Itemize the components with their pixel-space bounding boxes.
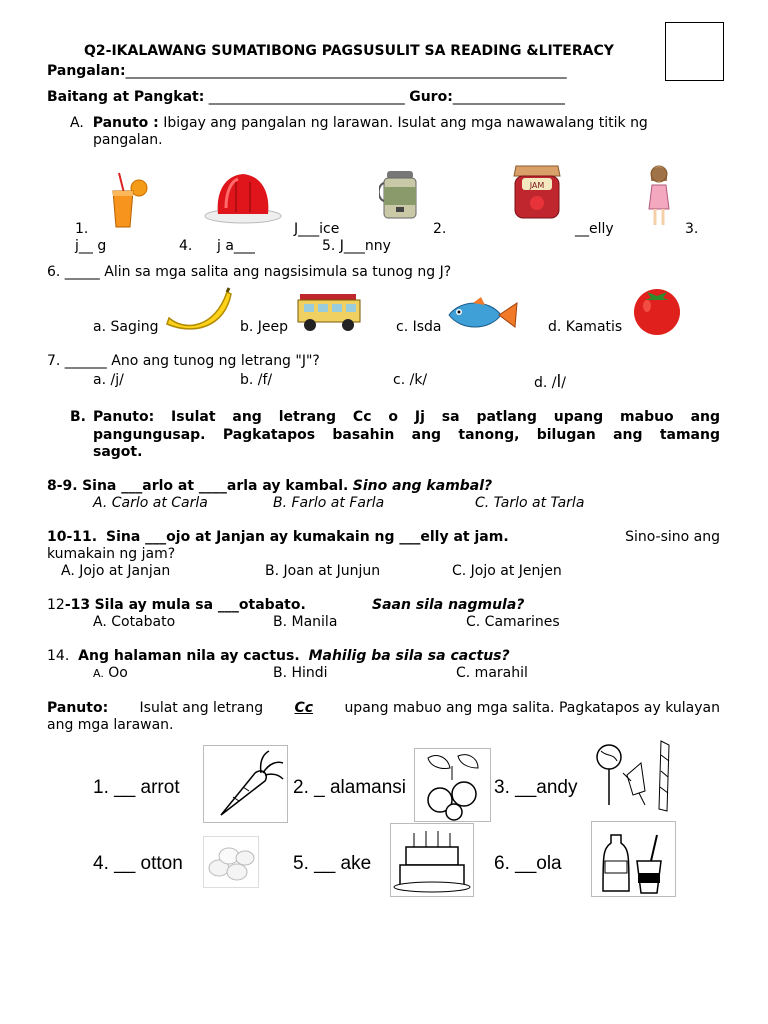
part-c-panuto-label: Panuto:	[47, 700, 109, 716]
part-a-instruction: Ibigay ang pangalan ng larawan. Isulat ang mga nawawalang titik ng	[163, 115, 648, 131]
red-jelly-icon	[202, 168, 284, 225]
name-blank[interactable]: _______________________________________________________________	[125, 63, 567, 79]
banana-icon	[165, 286, 233, 334]
question-10-11-question: Sino-sino ang	[625, 529, 720, 545]
teacher-label: Guro:	[409, 89, 453, 105]
part-a-item-2-word: __elly	[575, 221, 614, 237]
question-12-13	[47, 597, 306, 613]
fish-icon	[445, 295, 519, 335]
question-7-choice-d[interactable]	[534, 372, 566, 392]
question-12-13-sentence: Sila ay mula sa ___otabato.	[94, 597, 306, 613]
part-a-heading	[70, 115, 648, 131]
question-7-choice-b[interactable]: b. /f/	[240, 372, 273, 388]
part-c-instruction-cont: ang mga larawan.	[47, 717, 174, 733]
grade-blank[interactable]: ____________________________	[208, 89, 405, 105]
teacher-blank[interactable]: ________________	[452, 89, 565, 105]
question-8-9-number: 8-9.	[47, 478, 78, 494]
question-7-choice-d-letter: l	[556, 372, 562, 392]
question-10-11-choice-a[interactable]: A. Jojo at Janjan	[61, 563, 171, 579]
question-14	[47, 648, 510, 664]
question-10-11	[47, 529, 720, 545]
jeepney-icon	[294, 290, 366, 334]
part-c-item-6: 6. __ola	[494, 853, 562, 874]
calamansi-icon	[414, 748, 491, 822]
water-jug-icon	[379, 167, 421, 222]
question-14-choice-a-text: Oo	[108, 665, 128, 681]
question-12-13-number-b: -13	[64, 597, 91, 613]
part-c-instruction-pre: Isulat ang letrang	[139, 700, 264, 716]
question-14-choice-b[interactable]: B. Hindi	[273, 665, 328, 681]
part-a-item-4-number: 4.	[179, 238, 193, 254]
part-b-instruction-2: pangungusap. Pagkatapos basahin ang tanong, bilugan ang tamang	[93, 427, 720, 443]
part-a-item-1-word: J___ice	[294, 221, 340, 237]
question-6-choice-c[interactable]: c. Isda	[396, 319, 442, 335]
part-a-item-4-word: j a___	[217, 238, 255, 254]
part-a-item-3-number: 3.	[685, 221, 699, 237]
part-a-instruction-cont: pangalan.	[93, 132, 163, 148]
part-c-item-4: 4. __ otton	[93, 853, 183, 874]
part-c-instruction-post: upang mabuo ang mga salita. Pagkatapos ay kulayan	[344, 700, 720, 716]
question-12-13-number-a: 12	[47, 597, 65, 613]
question-7-choice-c[interactable]: c. /k/	[393, 372, 428, 388]
question-8-9-choice-c[interactable]: C. Tarlo at Tarla	[475, 495, 585, 511]
part-a-letter: A.	[70, 115, 84, 131]
part-c-item-5: 5. __ ake	[293, 853, 372, 874]
part-c-letter-cc: Cc	[294, 700, 314, 716]
girl-icon	[643, 163, 675, 231]
cola-icon	[591, 821, 676, 897]
part-a-item-1-number: 1.	[75, 221, 89, 237]
question-6-choice-a[interactable]: a. Saging	[93, 319, 159, 335]
question-8-9-question: Sino ang kambal?	[352, 478, 493, 494]
worksheet-title: Q2-IKALAWANG SUMATIBONG PAGSUSULIT SA READING &LITERACY	[84, 43, 614, 59]
question-12-13-choice-a[interactable]: A. Cotabato	[93, 614, 176, 630]
part-a-item-2-number: 2.	[433, 221, 447, 237]
part-b-instruction-1: Panuto: Isulat ang letrang Cc o Jj sa patlang upang mabuo ang	[93, 409, 720, 425]
question-12-13-choice-c[interactable]: C. Camarines	[466, 614, 560, 630]
score-box[interactable]	[665, 22, 724, 81]
part-c-instruction	[47, 700, 720, 716]
question-14-choice-a-letter: A.	[93, 667, 104, 680]
question-7-choice-d-start: d. /	[534, 375, 557, 391]
question-12-13-choice-b[interactable]: B. Manila	[273, 614, 338, 630]
part-a-item-3-word: j__ g	[75, 238, 107, 254]
question-6-prompt: 6. _____ Alin sa mga salita ang nagsisimula sa tunog ng J?	[47, 264, 452, 280]
cotton-icon	[203, 836, 259, 888]
question-6-choice-b[interactable]: b. Jeep	[240, 319, 289, 335]
question-7-choice-d-end: /	[561, 375, 566, 391]
cake-icon	[390, 823, 474, 897]
name-line[interactable]	[47, 63, 567, 79]
question-6-choice-d[interactable]: d. Kamatis	[548, 319, 623, 335]
question-7-choice-a[interactable]: a. /j/	[93, 372, 124, 388]
question-10-11-choice-b[interactable]: B. Joan at Junjun	[265, 563, 381, 579]
part-c-item-2: 2. _ alamansi	[293, 777, 407, 798]
part-a-panuto-label: Panuto :	[92, 115, 159, 131]
question-8-9-sentence: Sina ___arlo at ____arla ay kambal.	[82, 478, 349, 494]
grade-label: Baitang at Pangkat:	[47, 89, 205, 105]
part-a-item-5: 5. J___nny	[322, 238, 391, 254]
question-10-11-sentence: Sina ___ojo at Janjan ay kumakain ng ___elly at jam.	[106, 529, 509, 545]
carrot-icon	[203, 745, 288, 823]
grade-line	[47, 89, 565, 105]
question-12-13-question: Saan sila nagmula?	[372, 597, 525, 613]
jam-label-text: JAM	[529, 181, 545, 190]
question-10-11-choice-c[interactable]: C. Jojo at Jenjen	[452, 563, 562, 579]
part-b-instruction-3: sagot.	[93, 444, 143, 460]
question-8-9-choice-b[interactable]: B. Farlo at Farla	[273, 495, 385, 511]
name-label: Pangalan:	[47, 63, 126, 79]
orange-juice-icon	[103, 171, 149, 231]
question-10-11-question-cont: kumakain ng jam?	[47, 546, 176, 562]
question-14-number: 14.	[47, 648, 70, 664]
question-8-9	[47, 478, 492, 494]
question-7-prompt: 7. ______ Ano ang tunog ng letrang "J"?	[47, 353, 320, 369]
question-8-9-choice-a[interactable]: A. Carlo at Carla	[93, 495, 208, 511]
candy-icon	[591, 735, 677, 815]
tomato-icon	[629, 282, 685, 336]
question-14-choice-a[interactable]	[93, 665, 128, 681]
part-c-item-3: 3. __andy	[494, 777, 578, 798]
part-c-item-1: 1. __ arrot	[93, 777, 180, 798]
part-b-letter: B.	[70, 409, 86, 425]
question-14-sentence: Ang halaman nila ay cactus.	[78, 648, 300, 664]
question-10-11-number: 10-11.	[47, 529, 98, 545]
question-14-question: Mahilig ba sila sa cactus?	[308, 648, 510, 664]
question-14-choice-c[interactable]: C. marahil	[456, 665, 528, 681]
jam-jar-icon	[510, 160, 564, 220]
